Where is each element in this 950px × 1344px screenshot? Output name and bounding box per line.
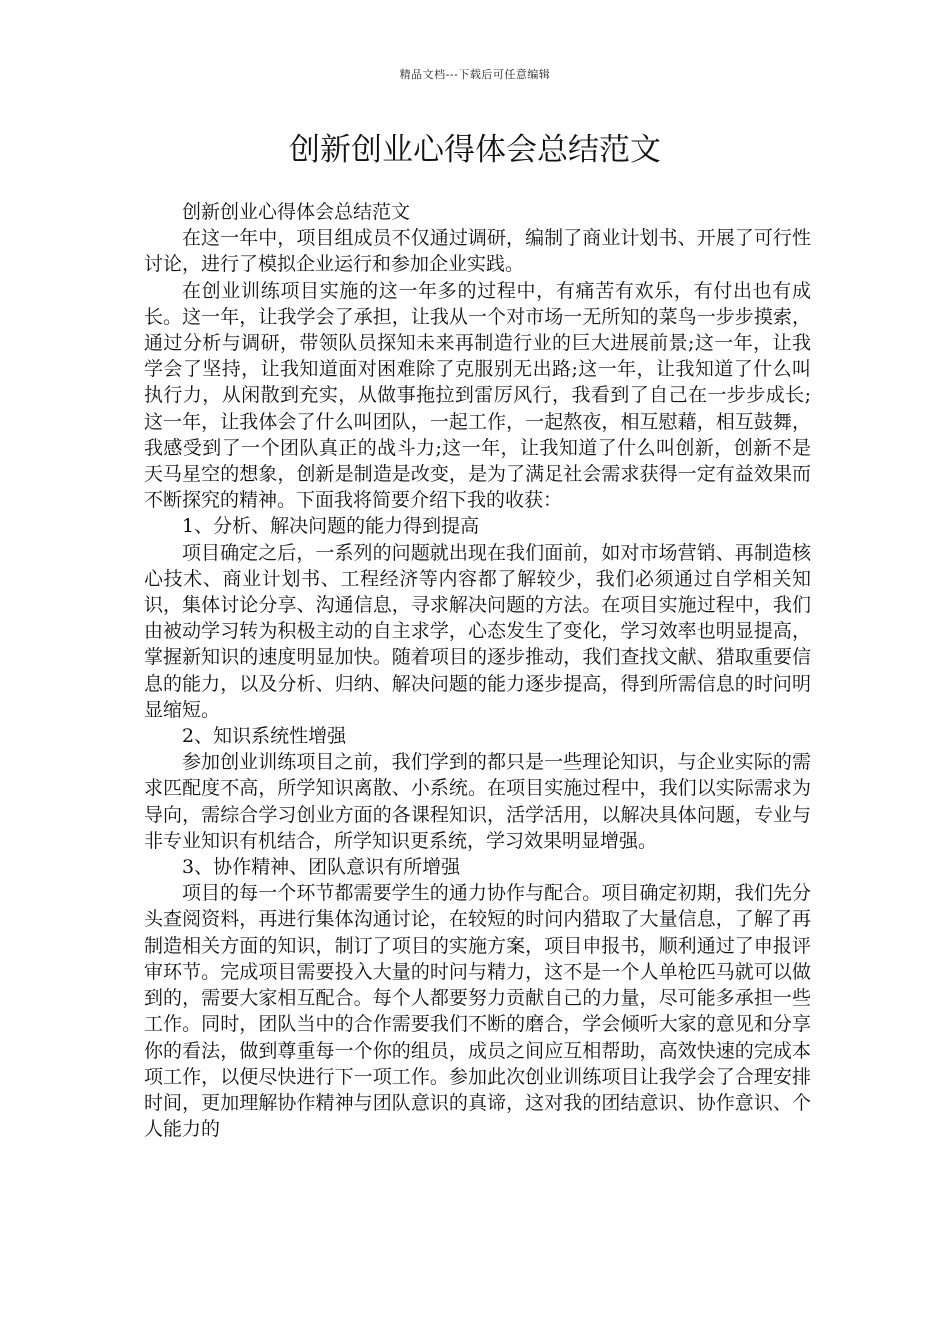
paragraph: 在创业训练项目实施的这一年多的过程中，有痛苦有欢乐，有付出也有成长。这一年，让我学会了承担，让我从一个对市场一无所知的菜鸟一步步摸索，通过分析与调研，带领队员探知未来再制造行业的巨大进展前景;这一年，让我学会了坚持，让我知道面对困难除了克服别无出路;这一年，让我知道了什么叫执行力，从闲散到充实，从做事拖拉到雷厉风行，我看到了自己在一步步成长;这一年，让我体会了什么叫团队，一起工作，一起熬夜，相互慰藉，相互鼓舞，我感受到了一个团队真正的战斗力;这一年，让我知道了什么叫创新，创新不是天马星空的想象，创新是制造是改变，是为了满足社会需求获得一定有益效果而不断探究的精神。下面我将简要介绍下我的收获： xyxy=(144,279,811,512)
section-heading: 1、分析、解决问题的能力得到提高 xyxy=(182,515,480,538)
document-body xyxy=(144,199,811,1142)
document-title: 创新创业心得体会总结范文 xyxy=(289,132,661,168)
section-heading: 3、协作精神、团队意识有所增强 xyxy=(182,856,461,879)
paragraph-subtitle: 创新创业心得体会总结范文 xyxy=(182,201,411,223)
section-heading: 2、知识系统性增强 xyxy=(182,725,347,748)
paragraph: 项目确定之后，一系列的问题就出现在我们面前，如对市场营销、再制造核心技术、商业计划书、工程经济等内容都了解较少，我们必须通过自学相关知识，集体讨论分享、沟通信息，寻求解决问题的方法。在项目实施过程中，我们由被动学习转为积极主动的自主求学，心态发生了变化，学习效率也明显提高，掌握新知识的速度明显加快。随着项目的逐步推动，我们查找文献、猎取重要信息的能力，以及分析、归纳、解决问题的能力逐步提高，得到所需信息的时问明显缩短。 xyxy=(144,541,811,721)
paragraph: 项目的每一个环节都需要学生的通力协作与配合。项目确定初期，我们先分头查阅资料，再进行集体沟通讨论，在较短的时问内猎取了大量信息，了解了再制造相关方面的知识，制订了项目的实施方案，项目申报书，顺利通过了申报评审环节。完成项目需要投入大量的时问与精力，这不是一个人单枪匹马就可以做到的，需要大家相互配合。每个人都要努力贡献自己的力量，尽可能多承担一些工作。同时，团队当中的合作需要我们不断的磨合，学会倾听大家的意见和分享你的看法，做到尊重每一个你的组员，成员之间应互相帮助，高效快速的完成本项工作，以便尽快进行下一项工作。参加此次创业训练项目让我学会了合理安排时间，更加理解协作精神与团队意识的真谛，这对我的团结意识、协作意识、个人能力的 xyxy=(144,882,811,1141)
page-header-note: 精品文档---下载后可任意编辑 xyxy=(399,68,551,81)
paragraph: 参加创业训练项目之前，我们学到的都只是一些理论知识，与企业实际的需求匹配度不高，所学知识离散、小系统。在项目实施过程中，我们以实际需求为导向，需综合学习创业方面的各课程知识，活学活用，以解决具体问题，专业与非专业知识有机结合，所学知识更系统，学习效果明显增强。 xyxy=(144,751,811,852)
paragraph: 在这一年中，项目组成员不仅通过调研，编制了商业计划书、开展了可行性讨论，进行了模拟企业运行和参加企业实践。 xyxy=(144,227,811,276)
